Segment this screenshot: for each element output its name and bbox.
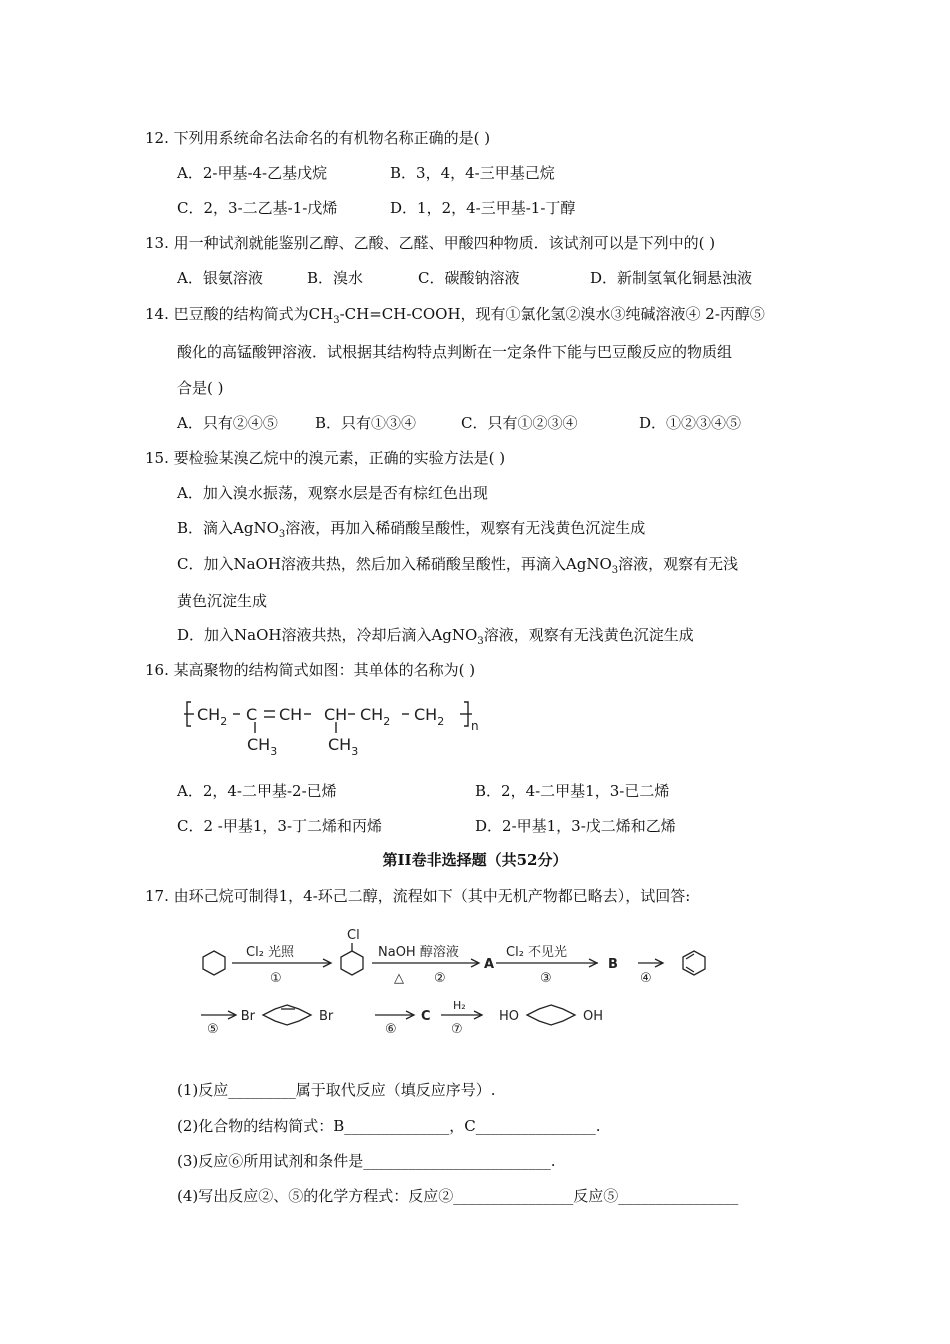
q15-b-sub: 3 (278, 529, 286, 540)
poly-ch: CH (279, 705, 303, 724)
q16-option-d: D．2-甲基1，3-戊二烯和乙烯 (475, 817, 676, 835)
q12-option-b: B．3，4，4-三甲基己烷 (390, 164, 555, 182)
q15-option-c (177, 554, 738, 581)
q17-part-2: (2)化合物的结构简式：B______________，C________________. (177, 1117, 601, 1135)
q15-d-pre: D．加入NaOH溶液共热，冷却后滴入AgNO (177, 626, 478, 644)
poly-ch2-a: $CH_2$ (197, 705, 228, 728)
polymer-structure-figure (180, 693, 500, 763)
q14-option-b: B．只有①③④ (315, 414, 417, 432)
reaction-scheme-row2 (195, 995, 615, 1045)
poly-ch2-c: $CH_2$ (414, 705, 445, 728)
r7-number: ⑦ (451, 1022, 463, 1037)
poly-ch2-b: $CH_2$ (360, 705, 391, 728)
ho-group: HO (498, 1009, 519, 1024)
q14-option-d: D．①②③④⑤ (639, 414, 742, 432)
dibromo-ring (263, 1005, 311, 1025)
q12-stem: 12. 下列用系统命名法命名的有机物名称正确的是( ) (145, 129, 491, 147)
cyclohexane-ring (203, 951, 225, 975)
q16-option-c: C．2 -甲基1，3-丁二烯和丙烯 (177, 817, 383, 835)
compound-b: B (608, 957, 618, 972)
q13-option-c: C．碳酸钠溶液 (418, 269, 520, 287)
q15-b-post: 溶液，再加入稀硝酸呈酸性，观察有无浅黄色沉淀生成 (285, 519, 646, 537)
q14-stem-post: -CH=CH-COOH，现有①氯化氢②溴水③纯碱溶液④ 2-丙醇⑤ (339, 305, 765, 323)
r7-conditions: H₂ (453, 999, 466, 1012)
r1-number: ① (270, 971, 282, 986)
q15-c-sub: 3 (611, 565, 619, 576)
r1-conditions: Cl₂ 光照 (246, 945, 295, 960)
q15-c-pre: C．加入NaOH溶液共热，然后加入稀硝酸呈酸性，再滴入AgNO (177, 555, 612, 573)
reaction-scheme-figure-right (600, 940, 730, 990)
q14-stem (145, 304, 765, 331)
br-right: Br (319, 1009, 334, 1024)
q15-option-c-line2: 黄色沉淀生成 (177, 592, 268, 610)
q14-stem-line3: 合是( ) (177, 379, 224, 397)
q14-stem-pre: 14. 巴豆酸的结构简式为CH (145, 305, 334, 323)
q15-option-b (177, 518, 645, 545)
q15-option-a: A．加入溴水振荡，观察水层是否有棕红色出现 (177, 484, 488, 502)
q14-stem-line2: 酸化的高锰酸钾溶液．试根据其结构特点判断在一定条件下能与巴豆酸反应的物质组 (177, 343, 733, 361)
q17-stem: 17. 由环己烷可制得1，4-环己二醇，流程如下（其中无机产物都已略去），试回答: (145, 887, 691, 905)
q17-part-3: (3)反应⑥所用试剂和条件是_________________________. (177, 1152, 556, 1170)
oh-group: OH (583, 1009, 604, 1024)
poly-n: n (471, 719, 479, 733)
q13-option-a: A．银氨溶液 (177, 269, 263, 287)
r4-number: ④ (640, 971, 652, 986)
compound-c: C (421, 1009, 431, 1024)
r3-number: ③ (540, 971, 552, 986)
q13-option-d: D．新制氢氧化铜悬浊液 (590, 269, 753, 287)
q16-option-a: A．2，4-二甲基-2-已烯 (177, 782, 337, 800)
q16-option-b: B．2，4-二甲基1，3-已二烯 (475, 782, 670, 800)
q16-stem: 16. 某高聚物的结构简式如图：其单体的名称为( ) (145, 661, 476, 679)
r3-conditions: Cl₂ 不见光 (506, 945, 568, 960)
q12-option-c: C．2，3-二乙基-1-戊烯 (177, 199, 338, 217)
q13-option-b: B．溴水 (307, 269, 364, 287)
q15-d-sub: 3 (477, 636, 484, 647)
poly-ch-b: CH (324, 705, 348, 724)
r2-heat: △ (394, 971, 404, 986)
r5-number: ⑤ (207, 1022, 219, 1037)
cyclohexanediol-ring (527, 1005, 575, 1025)
q12-option-d: D．1，2，4-三甲基-1-丁醇 (390, 199, 576, 217)
compound-a: A (484, 957, 495, 972)
q15-stem: 15. 要检验某溴乙烷中的溴元素，正确的实验方法是( ) (145, 449, 506, 467)
r2-conditions: NaOH 醇溶液 (378, 945, 459, 960)
q14-stem-sub: 3 (333, 315, 340, 326)
q14-option-a: A．只有②④⑤ (177, 414, 278, 432)
section-2-heading: 第II卷非选择题（共52分） (382, 851, 568, 869)
q15-d-post: 溶液，观察有无浅黄色沉淀生成 (483, 626, 694, 644)
q15-option-d (177, 625, 694, 652)
poly-c: C (246, 705, 258, 724)
q12-option-a: A．2-甲基-4-乙基戊烷 (177, 164, 328, 182)
chlorocyclohexane-ring (341, 951, 363, 975)
r2-number: ② (434, 971, 446, 986)
q17-part-4: (4)写出反应②、⑤的化学方程式：反应②________________反应⑤________________ (177, 1187, 739, 1205)
q13-stem: 13. 用一种试剂就能鉴别乙醇、乙酸、乙醛、甲酸四种物质．该试剂可以是下列中的( ) (145, 234, 716, 252)
poly-ch3-b: $CH_3$ (328, 735, 359, 758)
poly-ch3-a: $CH_3$ (247, 735, 278, 758)
br-left: Br (240, 1009, 255, 1024)
q14-option-c: C．只有①②③④ (461, 414, 578, 432)
r6-number: ⑥ (385, 1022, 397, 1037)
q17-part-1: (1)反应_________属于取代反应（填反应序号）. (177, 1081, 496, 1099)
q15-b-pre: B．滴入AgNO (177, 519, 279, 537)
cl-substituent: Cl (347, 928, 360, 943)
q15-c-post: 溶液，观察有无浅 (618, 555, 739, 573)
